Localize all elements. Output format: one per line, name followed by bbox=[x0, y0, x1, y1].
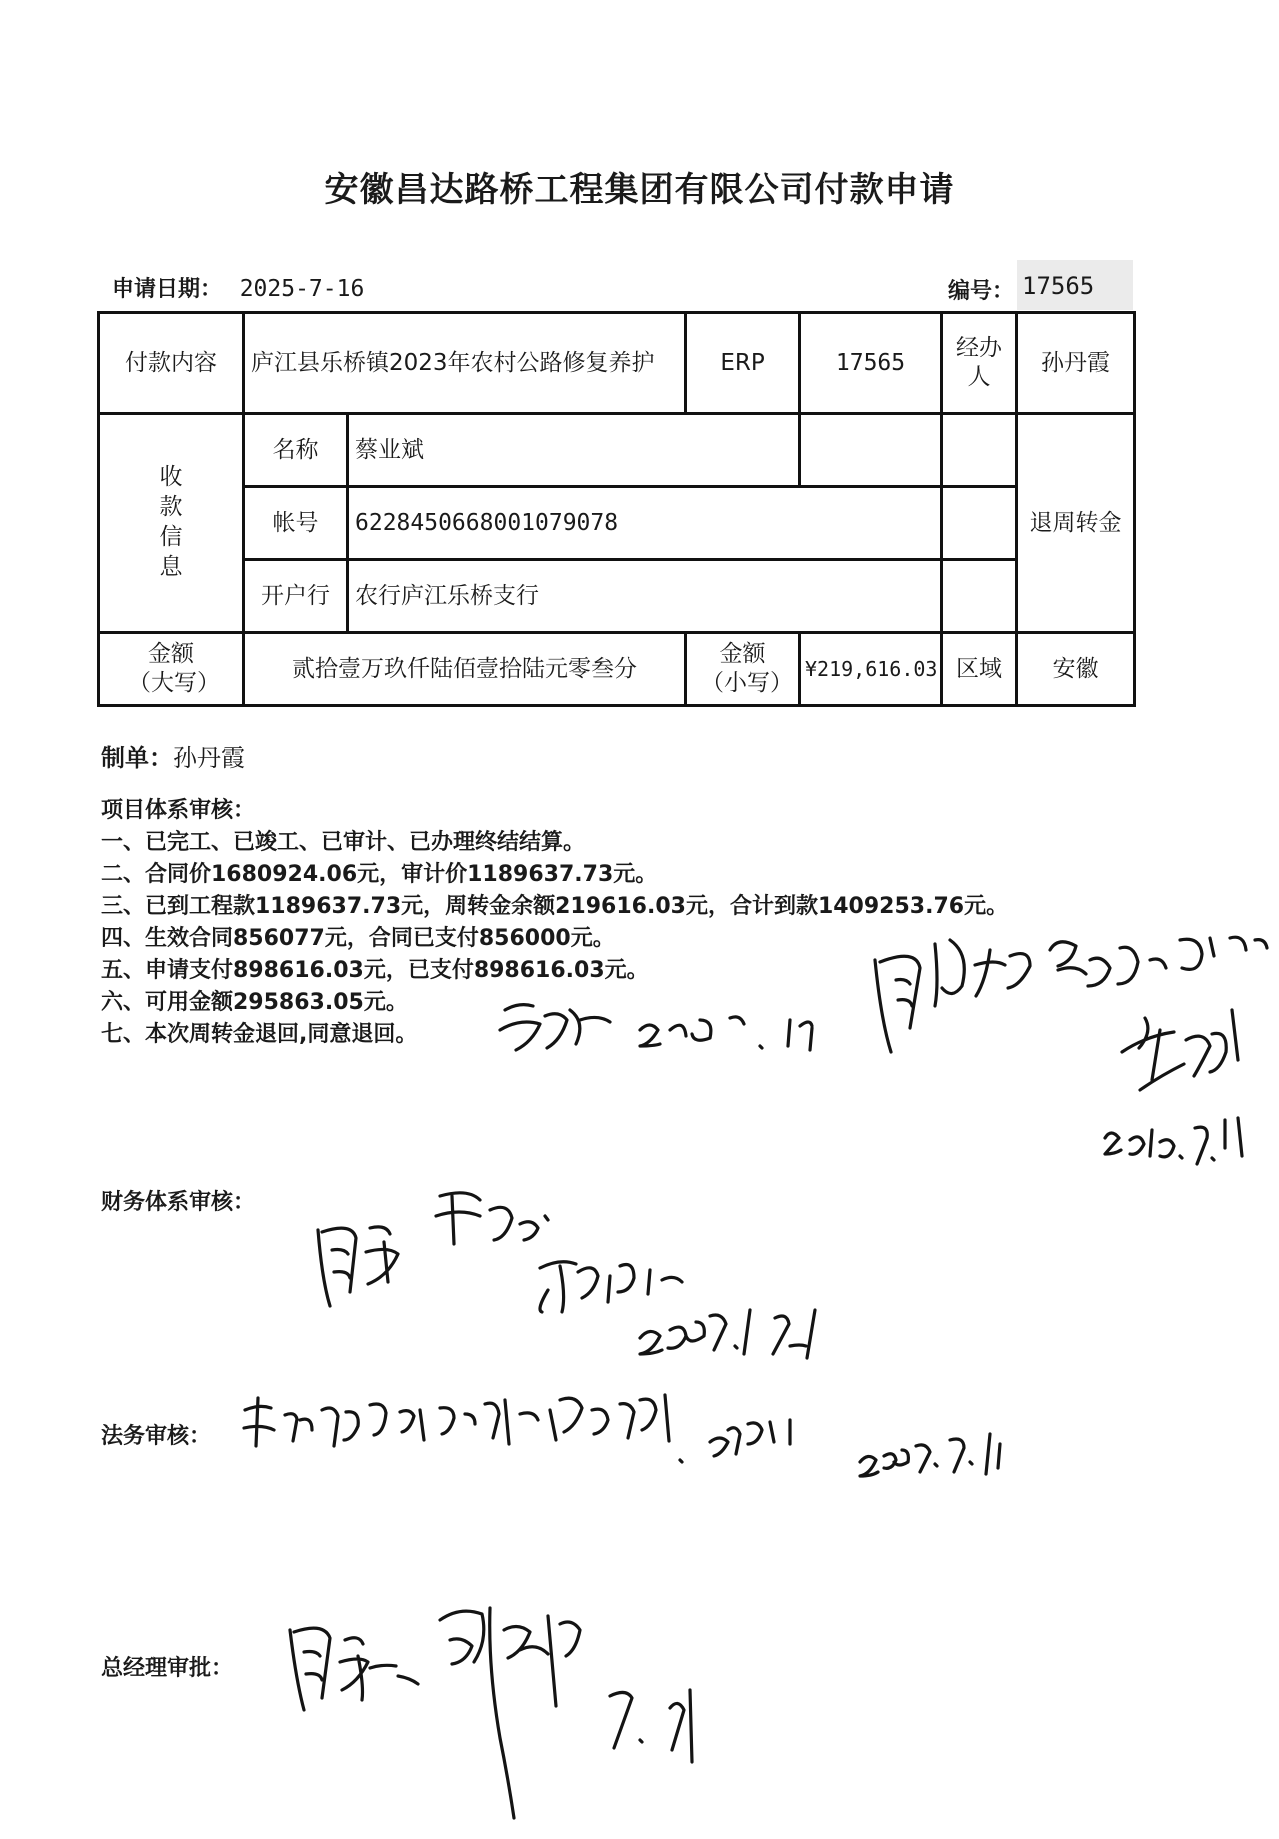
finance-signature bbox=[318, 1193, 815, 1358]
payment-content-value: 庐江县乐桥镇2023年农村公路修复养护 bbox=[244, 313, 686, 414]
gm-approval-label: 总经理审批： bbox=[101, 1656, 234, 1681]
payment-content-label: 付款内容 bbox=[99, 313, 244, 414]
project-review-title: 项目体系审核： bbox=[101, 798, 256, 823]
name-value: 蔡业斌 bbox=[348, 414, 800, 487]
project-review-line: 四、生效合同856077元，合同已支付856000元。 bbox=[101, 926, 615, 951]
amount-upper-label: 金额（大写） bbox=[99, 633, 244, 706]
account-extra-cell bbox=[942, 487, 1017, 560]
apply-date-value: 2025-7-16 bbox=[239, 276, 365, 302]
maker-label: 制单： bbox=[101, 744, 173, 772]
account-label: 帐号 bbox=[244, 487, 348, 560]
project-review-line: 六、可用金额295863.05元。 bbox=[101, 990, 408, 1015]
bank-label: 开户行 bbox=[244, 560, 348, 633]
serial-value: 17565 bbox=[1022, 272, 1095, 300]
serial-label: 编号： bbox=[948, 279, 1015, 304]
amount-lower-value: ¥219,616.03 bbox=[800, 633, 942, 706]
account-value: 6228450668001079078 bbox=[348, 487, 942, 560]
amount-upper-value: 贰拾壹万玖仟陆佰壹拾陆元零叁分 bbox=[244, 633, 686, 706]
document-title: 安徽昌达路桥工程集团有限公司付款申请 bbox=[324, 170, 955, 210]
project-review-line: 二、合同价1680924.06元，审计价1189637.73元。 bbox=[101, 862, 658, 887]
amount-lower-label: 金额（小写） bbox=[686, 633, 800, 706]
finance-review-label: 财务体系审核： bbox=[101, 1190, 256, 1215]
maker-value: 孙丹霞 bbox=[173, 744, 245, 772]
gm-signature bbox=[290, 1608, 692, 1818]
project-review-line: 三、已到工程款1189637.73元，周转金余额219616.03元，合计到款1409253.76元。 bbox=[101, 894, 1009, 919]
region-label: 区域 bbox=[942, 633, 1017, 706]
project-review-line: 七、本次周转金退回,同意退回。 bbox=[101, 1022, 418, 1047]
erp-value: 17565 bbox=[800, 313, 942, 414]
project-review bbox=[101, 795, 1008, 1051]
receiver-info-label: 收款信息 bbox=[99, 414, 244, 633]
handler-label: 经办人 bbox=[942, 313, 1017, 414]
bank-extra-cell bbox=[942, 560, 1017, 633]
note-value: 退周转金 bbox=[1017, 414, 1135, 633]
project-review-line: 五、申请支付898616.03元，已支付898616.03元。 bbox=[101, 958, 649, 983]
legal-review-label: 法务审核： bbox=[101, 1424, 212, 1449]
apply-date-label: 申请日期： bbox=[112, 277, 223, 302]
name-label: 名称 bbox=[244, 414, 348, 487]
handler-value: 孙丹霞 bbox=[1017, 313, 1135, 414]
name-extra-cell-2 bbox=[942, 414, 1017, 487]
project-signature-2 bbox=[1105, 1010, 1242, 1164]
project-review-line: 一、已完工、已竣工、已审计、已办理终结结算。 bbox=[101, 830, 586, 855]
erp-label: ERP bbox=[686, 313, 800, 414]
maker bbox=[101, 738, 245, 773]
name-extra-cell bbox=[800, 414, 942, 487]
region-value: 安徽 bbox=[1017, 633, 1135, 706]
apply-date bbox=[112, 272, 364, 303]
payment-form-table bbox=[97, 311, 1136, 707]
bank-value: 农行庐江乐桥支行 bbox=[348, 560, 942, 633]
legal-signature bbox=[244, 1395, 1000, 1476]
